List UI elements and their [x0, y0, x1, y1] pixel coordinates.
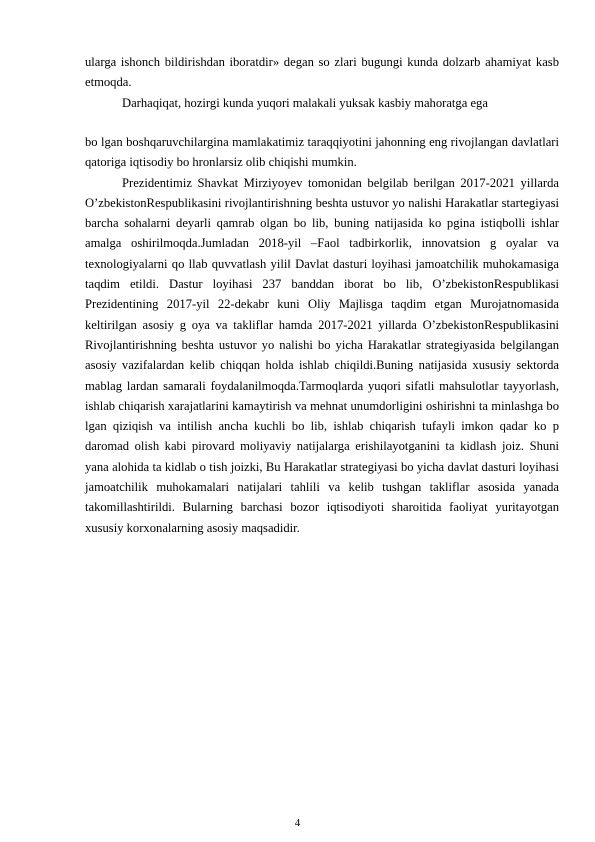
paragraph-continuation: ularga ishonch bildirishdan iboratdir» degan so zlari bugungi kunda dolzarb ahamiyat kasb etmoqda. — [85, 55, 559, 90]
body-text-main — [85, 132, 559, 538]
paragraph-prezident: Prezidentimiz Shavkat Mirziyoyev tomonidan belgilab berilgan 2017-2021 yillarda O’zbekistonRespublikasini rivojlantirishning beshta ustuvor yo nalishi Harakatlar startegiyasi barcha sohalarni deyarli qamrab olgan bo lib, buning natijasida ko pgina istiqbolli ishlar amalga oshirilmoqda.Jumladan 2018-yil ‒Faol tadbirkorlik, innovatsion g oyalar va texnologiyalarni qo llab quvvatlash yili‖ Davlat dasturi loyihasi jamoatchilik muhokamasiga taqdim etildi. Dastur loyihasi 237 banddan iborat bo lib, O’zbekistonRespublikasi Prezidentining 2017-yil 22-dekabr kuni Oliy Majlisga taqdim etgan Murojatnomasida keltirilgan asosiy g oya va takliflar hamda 2017-2021 yillarda O’zbekistonRespublikasini Rivojlantirishning beshta ustuvor yo nalishi bo yicha Harakatlar strategiyasida belgilangan asosiy vazifalardan kelib chiqqan holda ishlab chiqildi.Buning natijasida xususiy sektorda mablag lardan samarali foydalanilmoqda.Tarmoqlarda yuqori sifatli mahsulotlar tayyorlash, ishlab chiqarish xarajatlarini kamaytirish va mehnat unumdorligini oshirishni ta minlashga bo lgan qiziqish va intilish ancha kuchli bo lib, ishlab chiqarish tufayli imkon qadar ko p daromad olish kabi pirovard moliyaviy natijalarga erishilayotganini ta kidlash joiz. Shuni yana alohida ta kidlab o tish joizki, Bu Harakatlar strategiyasi bo yicha davlat dasturi loyihasi jamoatchilik muhokamalari natijalari tahlili va kelib tushgan takliflar asosida yanada takomillashtirildi. Bularning barchasi bozor iqtisodiyoti sharoitida faoliyat yuritayotgan xususiy korxonalarning asosiy maqsadidir. — [85, 175, 559, 535]
page-number: 4 — [294, 817, 301, 829]
paragraph-boshqaruvchilar: bo lgan boshqaruvchilargina mamlakatimiz taraqqiyotini jahonning eng rivojlangan davlatlari qatoriga iqtisodiy bo hronlarsiz olib chiqishi mumkin. — [85, 135, 559, 170]
body-text-top — [85, 52, 559, 113]
paragraph-darhaqiqat: Darhaqiqat, hozirgi kunda yuqori malakali yuksak kasbiy mahoratga ega — [122, 95, 488, 110]
